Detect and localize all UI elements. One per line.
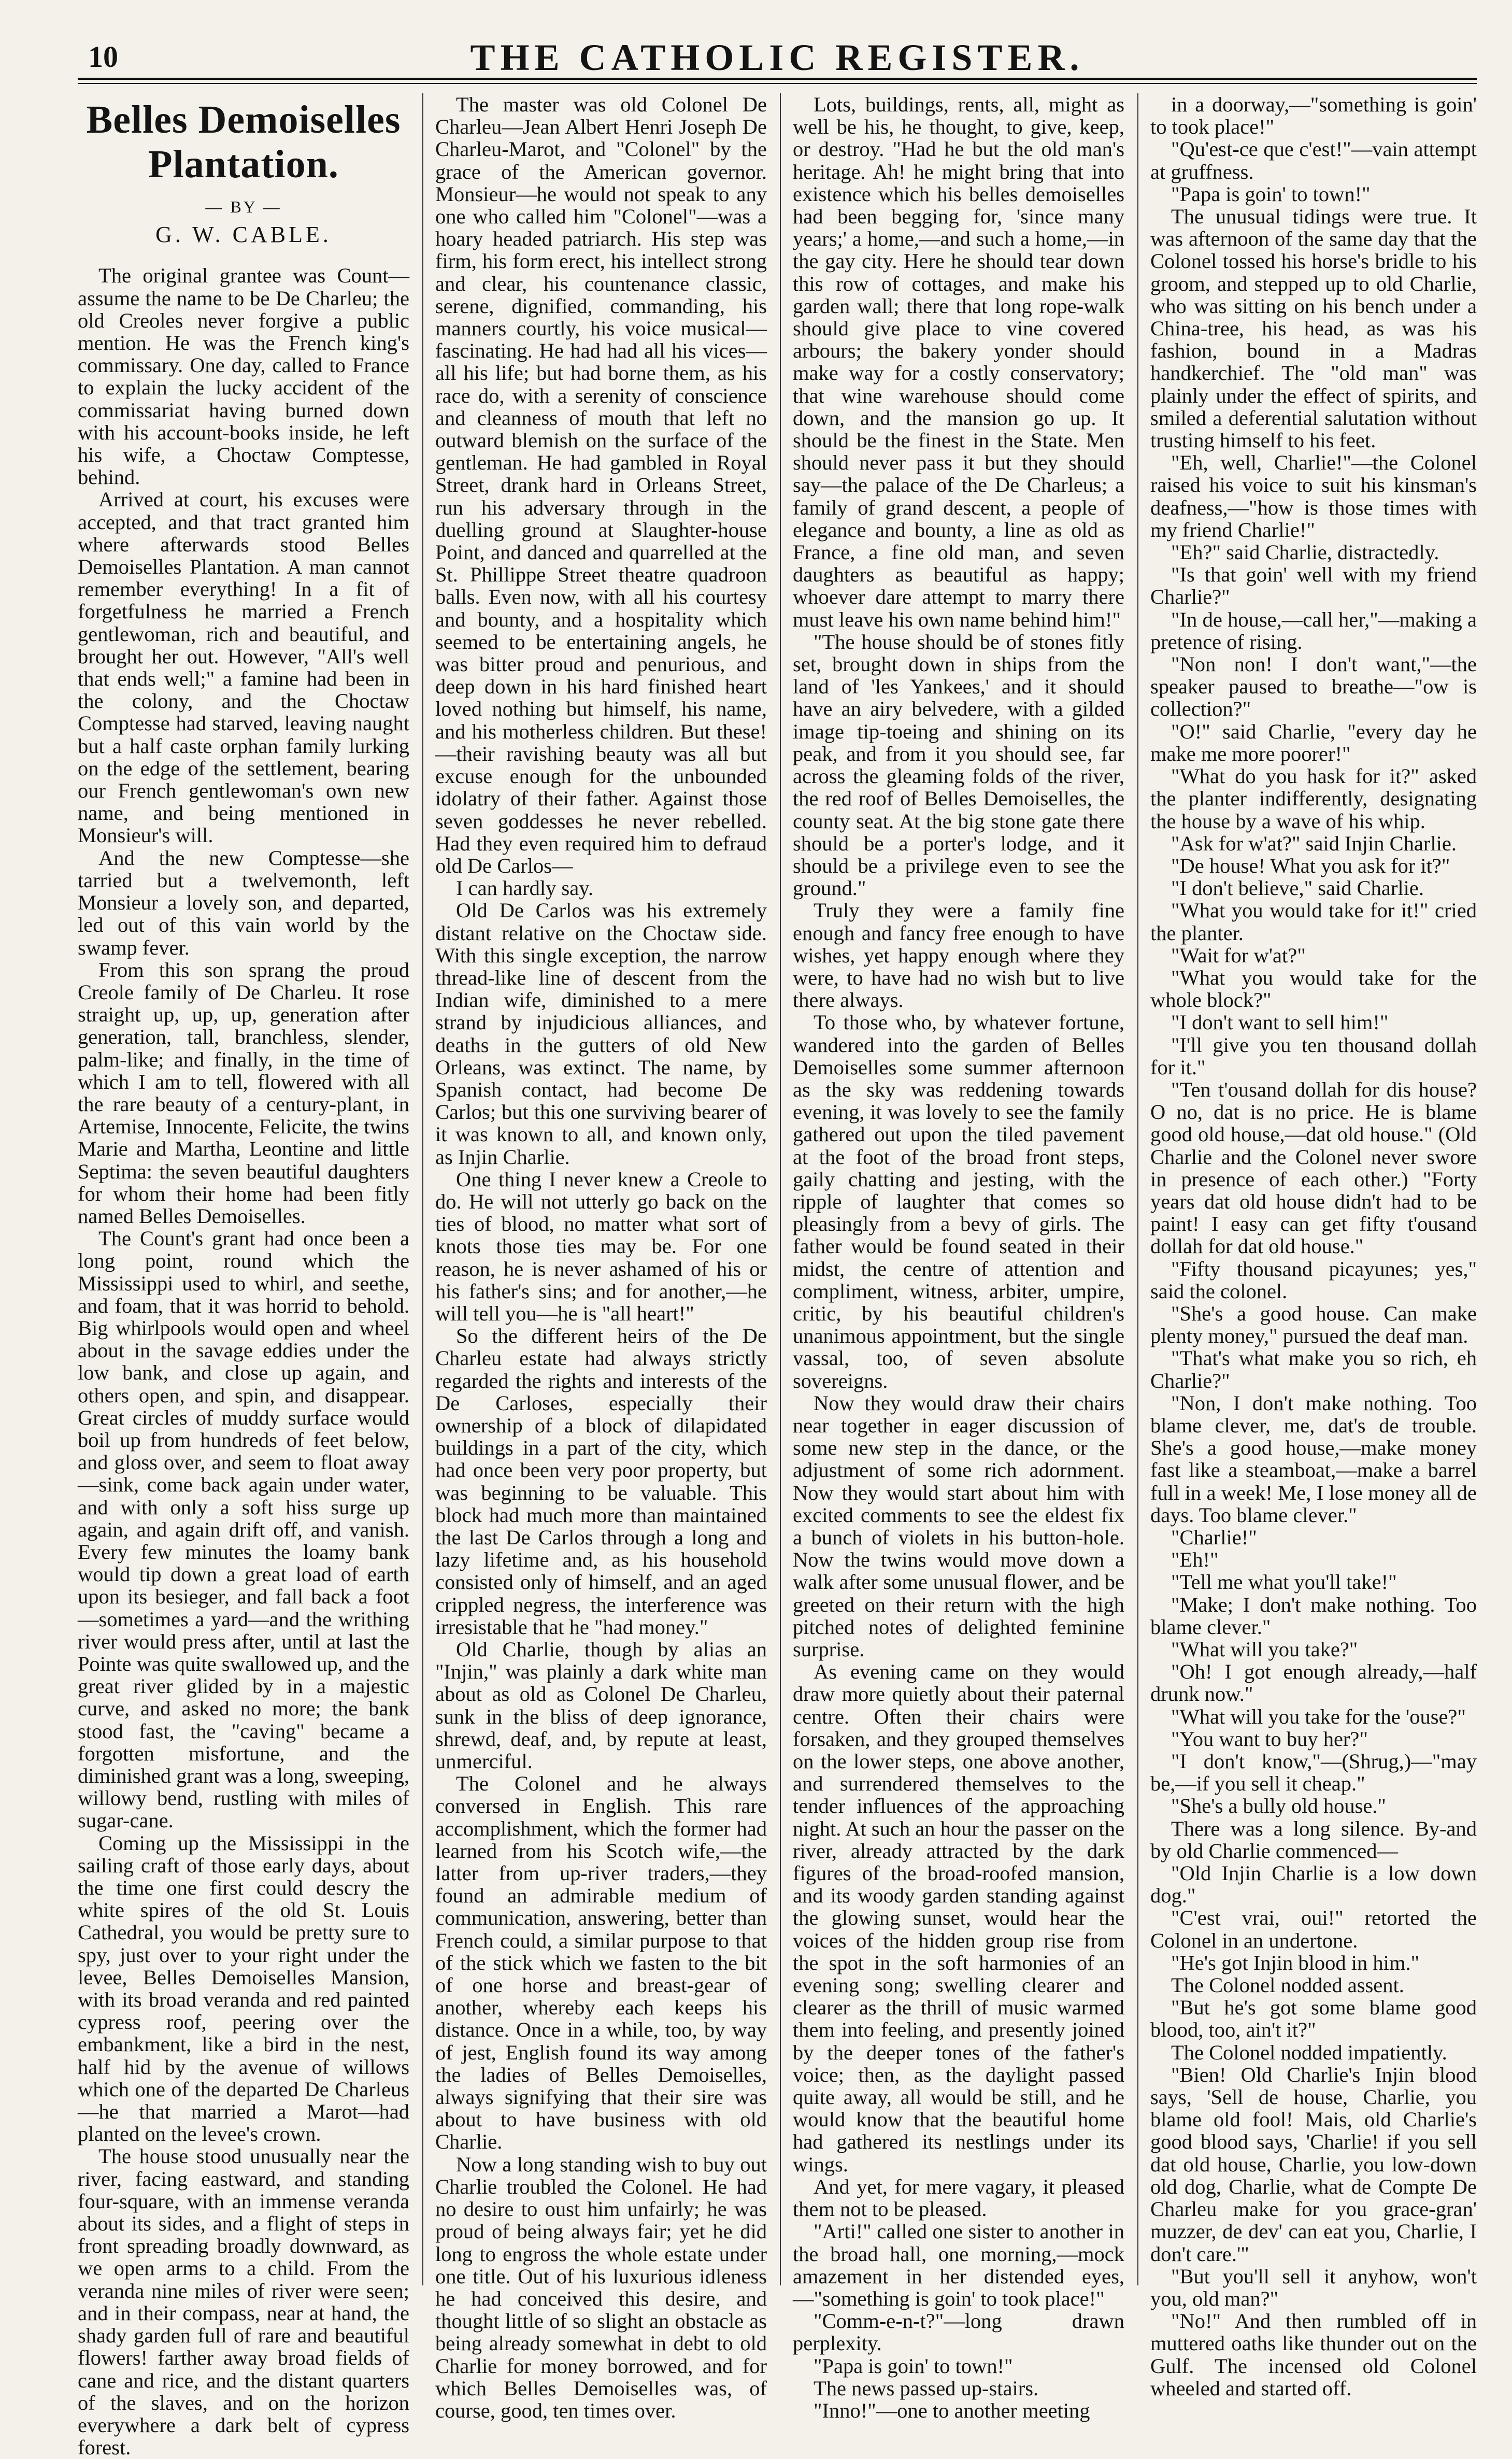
paragraph: One thing I never knew a Creole to do. He will not utterly go back on the ties of blood, no matter what sort of knots those ties may be. For one reason, he is never ashamed of his or his father's sins; and for another,—he will tell you—he is "all heart!" — [435, 1167, 767, 1325]
paragraph: "But he's got some blame good blood, too, ain't it?" — [1150, 1996, 1477, 2042]
paragraph: "Eh, well, Charlie!"—the Colonel raised his voice to suit his kinsman's deafness,—"how is those times with my friend Charlie!" — [1150, 451, 1477, 542]
paragraph: "What will you take for the 'ouse?" — [1171, 1704, 1466, 1728]
paragraph: So the different heirs of the De Charleu estate had always strictly regarded the rights and interests of the De Carloses, especially their ownership of a block of dilapidated buildings in a part of the city, which had once been very poor property, but was beginning to be valuable. This block had much more than maintained the last De Carlos through a long and lazy lifetime and, as his household consisted only of himself, and an aged crippled negress, the interference was irresistable that he "had money." — [435, 1324, 767, 1639]
paragraph: "Tell me what you'll take!" — [1171, 1570, 1397, 1594]
paragraph: "Old Injin Charlie is a low down dog." — [1150, 1861, 1477, 1908]
paragraph: "Comm-e-n-t?"—long drawn perplexity. — [793, 2309, 1124, 2355]
column-4 — [1150, 93, 1477, 2400]
byline-by: — BY — — [205, 197, 282, 216]
paragraph: Old De Carlos was his extremely distant relative on the Choctaw side. With this single exception, the narrow thread-like line of descent from the Indian wife, diminished to a mere strand by injudicious alliances, and deaths in the gutters of old New Orleans, was extinct. The name, by Spanish contact, had become De Carlos; but this one surviving bearer of it was known to all, and known only, as Injin Charlie. — [435, 899, 767, 1169]
paragraph: "Papa is goin' to town!" — [814, 2354, 1013, 2378]
paragraph: From this son sprang the proud Creole family of De Charleu. It rose straight up, up, up, generation after generation, tall, branchless, slender, palm-like; and finally, in the time of which I am to tell, flowered with all the rare beauty of a century-plant, in Artemise, Innocente, Felicite, the twins Marie and Martha, Leontine and little Septima: the seven beautiful daughters for whom their home had been fitly named Belles Demoiselles. — [78, 958, 409, 1228]
paragraph: "In de house,—call her,"—making a pretence of rising. — [1150, 607, 1477, 653]
paragraph: "Wait for w'at?" — [1171, 943, 1306, 967]
paragraph: The house stood unusually near the river, facing eastward, and standing four-square, with an immense veranda about its sides, and a flight of steps in front spreading broadly downward, as we open arms to a child. From the veranda nine miles of river were seen; and in their compass, near at hand, the shady garden full of rare and beautiful flowers! farther away broad fields of cane and rice, and the distant quarters of the slaves, and on the horizon everywhere a dark belt of cypress forest. — [78, 2144, 409, 2459]
paragraph: "Qu'est-ce que c'est!"—vain attempt at gruffness. — [1150, 137, 1477, 183]
masthead-rule — [78, 78, 1477, 80]
paragraph: "The house should be of stones fitly set, brought down in ships from the land of 'les Yankees,' and it should have an airy belvedere, with a gilded image tip-toeing and shining on its peak, and from it you should see, far across the gleaming folds of the river, the red roof of Belles Demoiselles, the county seat. At the big stone gate there should be a porter's lodge, and it should be a privilege even to see the ground." — [793, 630, 1124, 900]
paragraph: "What will you take?" — [1171, 1638, 1358, 1661]
paragraph: "That's what make you so rich, eh Charlie?" — [1150, 1346, 1477, 1392]
paragraph: in a doorway,—"something is goin' to took place!" — [1150, 93, 1477, 139]
paragraph: "Arti!" called one sister to another in the broad hall, one morning,—mock amazement in her distended eyes,—"something is goin' to took place!" — [793, 2220, 1124, 2310]
paragraph: "Is that goin' well with my friend Charlie?" — [1150, 563, 1477, 609]
paragraph: "She's a good house. Can make plenty money," pursued the deaf man. — [1150, 1301, 1477, 1348]
paragraph: "Eh!" — [1171, 1548, 1219, 1572]
paragraph: "She's a bully old house." — [1171, 1794, 1386, 1818]
paragraph: "I'll give you ten thousand dollah for it." — [1150, 1033, 1477, 1079]
paragraph: "No!" And then rumbled off in muttered oaths like thunder out on the Gulf. The incensed old Colonel wheeled and started off. — [1150, 2309, 1477, 2400]
paragraph: There was a long silence. By-and by old Charlie commenced— — [1150, 1816, 1477, 1863]
paragraph: As evening came on they would draw more quietly about their paternal centre. Often their chairs were forsaken, and they grouped themselves on the lower steps, one above another, and surrendered themselves to the tender influences of the approaching night. At such an hour the passer on the river, already attracted by the dark figures of the broad-roofed mansion, and its woody garden standing against the glowing sunset, would hear the voices of the hidden group rise from the spot in the soft harmonies of an evening song; swelling clearer and clearer as the thrill of music warmed them into feeling, and presently joined by the deeper tones of the father's voice; then, as the daylight passed quite away, all would be still, and he would know that the beautiful home had gathered its nestlings under its wings. — [793, 1660, 1125, 2176]
paragraph: "Non, I don't make nothing. Too blame clever, me, dat's de trouble. She's a good house,—make money fast like a steamboat,—make a barrel full in a week! Me, I lose money all de days. Too blame clever." — [1150, 1391, 1477, 1527]
paragraph: "O!" said Charlie, "every day he make me more poorer!" — [1150, 719, 1477, 765]
paragraph: "He's got Injin blood in him." — [1171, 1951, 1420, 1974]
paragraph: "Non non! I don't want,"—the speaker paused to breathe—"ow is collection?" — [1150, 652, 1477, 721]
column-1 — [78, 93, 410, 2459]
paragraph: "What do you hask for it?" asked the planter indifferently, designating the house by a wave of his whip. — [1150, 764, 1477, 833]
paragraph: "Fifty thousand picayunes; yes," said the colonel. — [1150, 1257, 1477, 1303]
paragraph: The master was old Colonel De Charleu—Jean Albert Henri Joseph De Charleu-Marot, and "Colonel" by the grace of the American governor. Monsieur—he would not speak to any one who called him "Colonel"—was a hoary headed patriarch. His step was firm, his form erect, his intellect strong and clear, his countenance classic, serene, dignified, commanding, his manners courtly, his voice musical—fascinating. He had had all his vices—all his life; but had borne them, as his race do, with a serenity of conscience and cleanness of mouth that left no outward blemish on the surface of the gentleman. He had gambled in Royal Street, drank hard in Orleans Street, run his adversary through in the duelling ground at Slaughter-house Point, and danced and quarrelled at the St. Phillippe Street theatre quadroon balls. Even now, with all his courtesy and bounty, and a hospitality which seemed to be entertaining angels, he was bitter proud and penurious, and deep down in his hard finished heart loved nothing but himself, his name, and his motherless children. But these!—their ravishing beauty was all but excuse enough for the unbounded idolatry of their father. Against those seven goddesses he never rebelled. Had they even required him to defraud old De Carlos— — [435, 93, 767, 877]
paragraph: The unusual tidings were true. It was afternoon of the same day that the Colonel tossed his horse's bridle to his groom, and stepped up to old Charlie, who was sitting on his bench under a China-tree, his head, as was his fashion, bound in a Madras handkerchief. The "old man" was plainly under the effect of spirits, and smiled a deferential salutation without trusting himself to his feet. — [1150, 205, 1477, 452]
paragraph: The Colonel nodded impatiently. — [1171, 2040, 1447, 2064]
paragraph: Old Charlie, though by alias an "Injin," was plainly a dark white man about as old as Colonel De Charleu, sunk in the bliss of deep ignorance, shrewd, deaf, and, by repute at least, unmerciful. — [435, 1638, 767, 1773]
newspaper-title: THE CATHOLIC REGISTER. — [470, 37, 1085, 78]
paragraph: Lots, buildings, rents, all, might as well be his, he thought, to give, keep, or destroy. "Had he but the old man's heritage. Ah! he might bring that into existence which his belles demoiselles had been begging for, 'since many years;' a home,—and such a home,—in the gay city. Here he should tear down this row of cottages, and make his garden wall; there that long rope-walk should give place to vine covered arbours; the bakery yonder should make way for a costly conservatory; that wine warehouse should come down, and the mansion go up. It should be the finest in the State. Men should never pass it but they should say—the palace of the De Charleus; a family of grand descent, a people of elegance and bounty, a line as old as France, a fine old man, and seven daughters as beautiful as happy; whoever dare attempt to marry there must leave his own name behind him!" — [793, 93, 1124, 631]
article-columns — [78, 93, 1477, 2459]
article-title: Belles Demoiselles Plantation. — [86, 98, 401, 186]
paragraph: "You want to buy her?" — [1171, 1727, 1368, 1751]
paragraph: "Papa is goin' to town!" — [1171, 182, 1371, 206]
column-3 — [793, 93, 1125, 2422]
paragraph: Coming up the Mississippi in the sailing craft of those early days, about the time one first could descry the white spires of the old St. Louis Cathedral, you would be pretty sure to spy, just over to your right under the levee, Belles Demoiselles Mansion, with its broad veranda and red painted cypress roof, peering over the embankment, like a bird in the nest, half hid by the avenue of willows which one of the departed De Charleus—he that married a Marot—had planted on the levee's crown. — [78, 1831, 409, 2146]
paragraph: To those who, by whatever fortune, wandered into the garden of Belles Demoiselles some summer afternoon as the sky was reddening towards evening, it was lovely to see the family gathered out upon the tiled pavement at the foot of the broad front steps, gaily chatting and jesting, with the ripple of laughter that comes so pleasingly from a bevy of girls. The father would be found seated in their midst, the centre of attention and compliment, witness, arbiter, umpire, critic, by his beautiful children's unanimous appointment, but the single vassal, too, of seven absolute sovereigns. — [793, 1011, 1124, 1392]
paragraph: Arrived at court, his excuses were accepted, and that tract granted him where afterwards stood Belles Demoiselles Plantation. A man cannot remember everything! In a fit of forgetfulness he married a French gentlewoman, rich and beautiful, and brought her out. However, "All's well that ends well;" a famine had been in the colony, and the Choctaw Comptesse had starved, leaving naught but a half caste orphan family lurking on the edge of the settlement, bearing our French gentlewoman's own new name, and being mentioned in Monsieur's will. — [78, 488, 409, 847]
paragraph: "Bien! Old Charlie's Injin blood says, 'Sell de house, Charlie, you blame old fool! Mais, old Charlie's good blood says, 'Charlie! if you sell dat old house, Charlie, you low-down old dog, Charlie, what de Compte De Charleu make for you grace-gran' muzzer, de dev' can eat you, Charlie, I don't care.'" — [1150, 2063, 1477, 2266]
paragraph: Now a long standing wish to buy out Charlie troubled the Colonel. He had no desire to oust him unfairly; he was proud of being always fair; yet he did long to engross the whole estate under one title. Out of his luxurious idleness he had conceived this desire, and thought little of so slight an obstacle as being already somewhat in debt to old Charlie for money borrowed, and for which Belles Demoiselles was, of course, good, ten times over. — [435, 2152, 767, 2422]
paragraph: "What you would take for the whole block?" — [1150, 965, 1477, 1012]
paragraph: "I don't know,"—(Shrug,)—"may be,—if you sell it cheap." — [1150, 1750, 1477, 1796]
paragraph: "What you would take for it!" cried the planter. — [1150, 899, 1477, 945]
paragraph: "Charlie!" — [1171, 1526, 1257, 1549]
paragraph: I can hardly say. — [456, 876, 594, 900]
column-2 — [435, 93, 767, 2422]
paragraph: The Colonel and he always conversed in English. This rare accomplishment, which the former had learned from his Scotch wife,—the latter from up-river traders,—they found an admirable medium of communication, answering, better than French could, a similar purpose to that of the stick which we fasten to the bit of one horse and breast-gear of another, whereby each keeps his distance. Once in a while, too, by way of jest, English found its way among the ladies of Belles Demoiselles, always signifying that their sire was about to have business with old Charlie. — [435, 1772, 767, 2154]
paragraph: And the new Comptesse—she tarried but a twelvemonth, left Monsieur a lovely son, and departed, led out of this vain world by the swamp fever. — [78, 846, 409, 959]
paragraph: "But you'll sell it anyhow, won't you, old man?" — [1150, 2264, 1477, 2310]
paragraph: "C'est vrai, oui!" retorted the Colonel in an undertone. — [1150, 1906, 1477, 1952]
author-name: G. W. CABLE. — [155, 222, 332, 248]
paragraph: "Ten t'ousand dollah for dis house? O no, dat is no price. He is blame good old house,—dat old house." (Old Charlie and the Colonel never swore in presence of each other.) "Forty years dat old house didn't had to be paint! I easy can get fifty t'ousand dollah for dat old house." — [1150, 1077, 1477, 1258]
paragraph: Now they would draw their chairs near together in eager discussion of some new step in the dance, or the adjustment of some rich adornment. Now they would start about him with excited comments to see the eldest fix a bunch of violets in his button-hole. Now the twins would move down a walk after some unusual flower, and be greeted on their return with the high pitched notes of delighted feminine surprise. — [793, 1391, 1124, 1661]
page-number: 10 — [88, 40, 118, 74]
masthead-rule-thin — [78, 83, 1477, 84]
paragraph: The Count's grant had once been a long point, round which the Mississippi used to whirl, and seethe, and foam, that it was horrid to behold. Big whirlpools would open and wheel about in the savage eddies under the low bank, and close up again, and others open, and spin, and disappear. Great circles of muddy surface would boil up from hundreds of feet below, and gloss over, and seem to float away—sink, come back again under water, and with only a soft hiss surge up again, and again drift off, and vanish. Every few minutes the loamy bank would tip down a great load of earth upon its besieger, and fall back a foot—sometimes a yard—and the writhing river would press after, until at last the Pointe was quite swallowed up, and the great river glided by in a majestic curve, and asked no more; the bank stood fast, the "caving" became a forgotten misfortune, and the diminished grant was a long, sweeping, willowy bend, rustling with miles of sugar-cane. — [78, 1227, 410, 1832]
paragraph: "Eh?" said Charlie, distractedly. — [1171, 541, 1439, 564]
paragraph: And yet, for mere vagary, it pleased them not to be pleased. — [793, 2174, 1124, 2221]
paragraph: "I don't want to sell him!" — [1171, 1011, 1389, 1034]
paragraph: Truly they were a family fine enough and fancy free enough to have wishes, yet happy enough where they were, to have had no wish but to live there always. — [793, 899, 1124, 1012]
paragraph: The original grantee was Count—assume the name to be De Charleu; the old Creoles never forgive a public mention. He was the French king's commissary. One day, called to France to explain the lucky accident of the commissariat having burned down with his account-books inside, he left his wife, a Choctaw Comptesse, behind. — [78, 264, 409, 489]
paragraph: The Colonel nodded assent. — [1171, 1973, 1404, 1997]
masthead — [78, 36, 1477, 78]
paragraph: "Inno!"—one to another meeting — [814, 2398, 1090, 2422]
paragraph: "Oh! I got enough already,—half drunk now." — [1150, 1660, 1477, 1706]
paragraph: "I don't believe," said Charlie. — [1171, 876, 1424, 900]
paragraph: "Make; I don't make nothing. Too blame clever." — [1150, 1593, 1477, 1639]
paragraph: The news passed up-stairs. — [814, 2376, 1039, 2400]
paragraph: "Ask for w'at?" said Injin Charlie. — [1171, 831, 1457, 855]
paragraph: "De house! What you ask for it?" — [1171, 854, 1450, 877]
